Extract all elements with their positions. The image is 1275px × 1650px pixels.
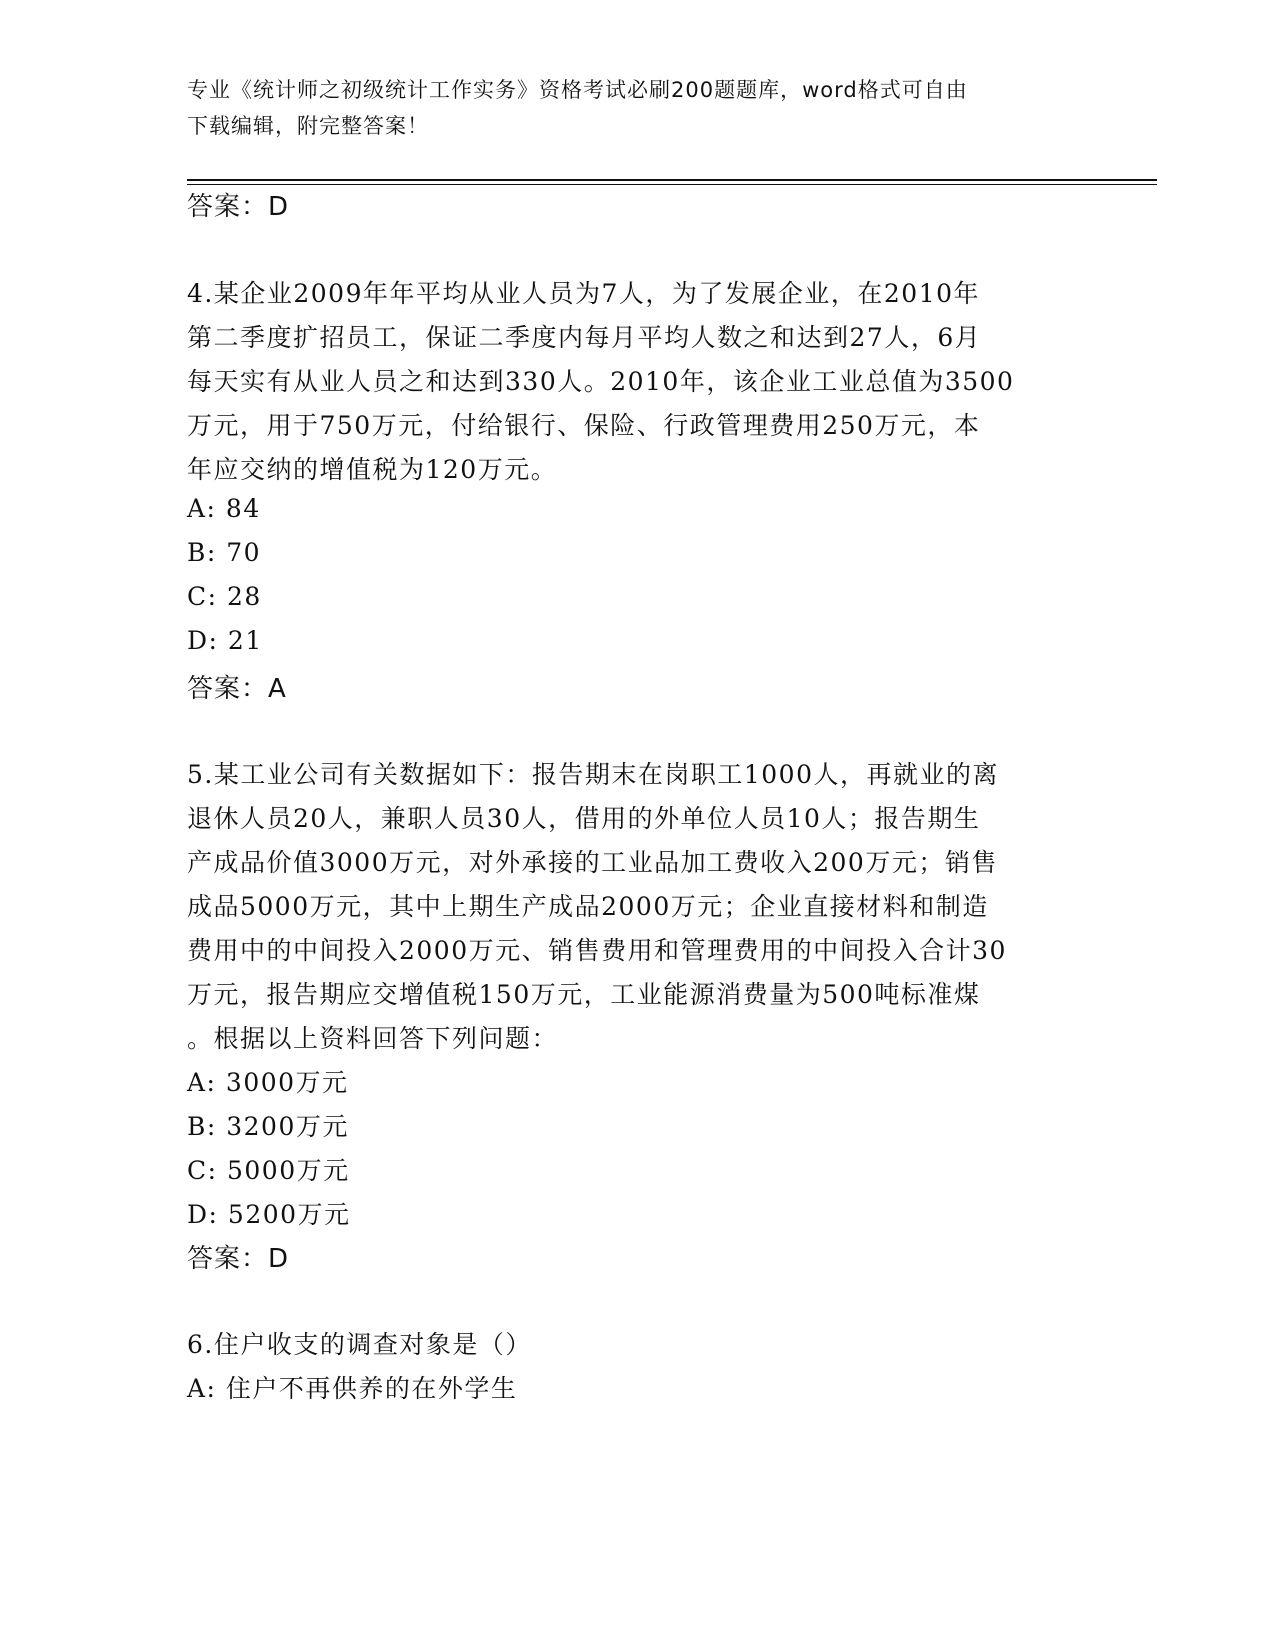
question-4-text-line: 每天实有从业人员之和达到330人。2010年，该企业工业总值为3500	[187, 367, 1015, 396]
question-5-text-line: 费用中的中间投入2000万元、销售费用和管理费用的中间投入合计30	[187, 936, 1007, 965]
question-5-option-a: A: 3000万元	[187, 1068, 349, 1097]
question-6-option-a: A: 住户不再供养的在外学生	[187, 1374, 518, 1403]
question-5-text-line: 退休人员20人，兼职人员30人，借用的外单位人员10人；报告期生	[187, 804, 981, 833]
question-4-text-line: 4.某企业2009年年平均从业人员为7人，为了发展企业，在2010年	[187, 279, 981, 308]
question-5-option-c: C: 5000万元	[187, 1156, 350, 1185]
question-6-text-line: 6.住户收支的调查对象是（）	[187, 1330, 532, 1359]
previous-answer: 答案：D	[187, 192, 290, 222]
question-4-text-line: 万元，用于750万元，付给银行、保险、行政管理费用250万元，本	[187, 411, 981, 440]
question-4-text-line: 年应交纳的增值税为120万元。	[187, 455, 558, 484]
question-4-answer: 答案：A	[187, 674, 287, 704]
question-5-text-line: 产成品价值3000万元，对外承接的工业品加工费收入200万元；销售	[187, 848, 998, 877]
question-4-option-d: D: 21	[187, 626, 263, 655]
question-4-text-line: 第二季度扩招员工，保证二季度内每月平均人数之和达到27人，6月	[187, 323, 982, 352]
header-line-1: 专业《统计师之初级统计工作实务》资格考试必刷200题题库，word格式可自由	[187, 78, 968, 102]
header-divider-thick	[187, 179, 1157, 181]
question-5-option-b: B: 3200万元	[187, 1112, 349, 1141]
question-5-text-line: 。根据以上资料回答下列问题：	[187, 1024, 559, 1053]
question-5-answer: 答案：D	[187, 1244, 290, 1274]
question-4-option-b: B: 70	[187, 538, 262, 567]
header-divider-thin	[187, 184, 1157, 185]
document-header	[187, 72, 1077, 144]
question-5-option-d: D: 5200万元	[187, 1200, 351, 1229]
question-4-option-a: A: 84	[187, 494, 261, 523]
question-5-text-line: 5.某工业公司有关数据如下：报告期末在岗职工1000人，再就业的离	[187, 760, 999, 789]
question-5-text-line: 万元，报告期应交增值税150万元，工业能源消费量为500吨标准煤	[187, 980, 981, 1009]
header-line-2: 下载编辑，附完整答案！	[187, 114, 429, 138]
question-4-option-c: C: 28	[187, 582, 262, 611]
question-5-text-line: 成品5000万元，其中上期生产成品2000万元；企业直接材料和制造	[187, 892, 989, 921]
